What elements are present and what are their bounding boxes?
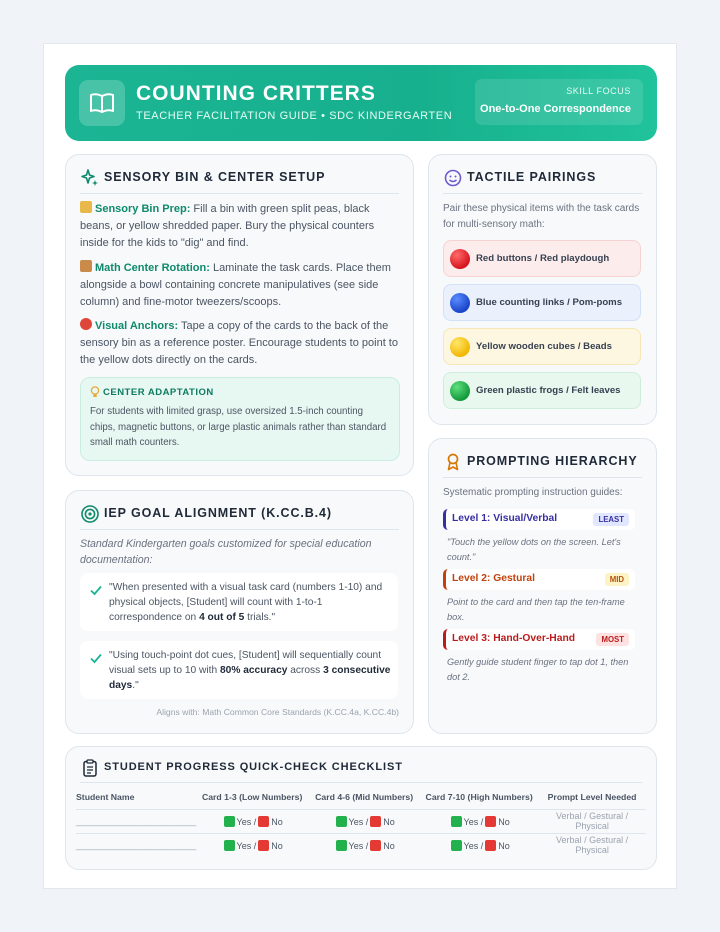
- adaptation-text: For students with limited grasp, use oversized 1.5-inch counting chips, magnetic buttons, or large plastic animals rather than standard small math counters.: [90, 406, 387, 448]
- green-dot-icon: [450, 381, 470, 401]
- table-header-row: [76, 785, 646, 809]
- level-description: "Touch the yellow dots on the screen. Let's count.": [447, 537, 621, 562]
- pairing-item-red: [443, 240, 641, 277]
- divider: [80, 529, 399, 530]
- red-dot-icon: [450, 249, 470, 269]
- column-header: Card 7-10 (High Numbers): [420, 785, 538, 809]
- divider: [80, 782, 642, 783]
- setup-card: [65, 154, 414, 476]
- iep-goal-1: [80, 573, 398, 631]
- no-box-icon: [258, 816, 269, 827]
- yes-box-icon: [224, 816, 235, 827]
- yellow-dot-icon: [450, 337, 470, 357]
- level-badge: LEAST: [593, 513, 629, 526]
- column-header: Student Name: [76, 785, 196, 809]
- no-box-icon: [370, 840, 381, 851]
- yes-no-cell[interactable]: Yes / No: [196, 833, 308, 857]
- pairings-subtitle: Pair these physical items with the task cards for multi-sensory math:: [443, 203, 640, 230]
- prompt-level-1: [443, 509, 635, 530]
- level-label: Level 2: Gestural: [452, 573, 535, 584]
- column-header: Card 4-6 (Mid Numbers): [308, 785, 420, 809]
- yes-no-cell[interactable]: Yes / No: [420, 833, 538, 857]
- checklist-title: STUDENT PROGRESS QUICK-CHECK CHECKLIST: [104, 761, 403, 773]
- target-icon: [80, 318, 92, 330]
- no-box-icon: [485, 816, 496, 827]
- yes-box-icon: [336, 840, 347, 851]
- yes-no-cell[interactable]: Yes / No: [196, 809, 308, 833]
- divider: [443, 193, 642, 194]
- iep-intro: Standard Kindergarten goals customized for special education documentation:: [80, 538, 372, 566]
- no-box-icon: [370, 816, 381, 827]
- pairings-card: [428, 154, 657, 425]
- yes-box-icon: [451, 816, 462, 827]
- setup-title: SENSORY BIN & CENTER SETUP: [104, 170, 326, 184]
- pairings-title: TACTILE PAIRINGS: [467, 170, 597, 184]
- target-icon: [80, 504, 100, 524]
- ribbon-award-icon: [443, 452, 463, 472]
- divider: [80, 193, 399, 194]
- column-header: Card 1-3 (Low Numbers): [196, 785, 308, 809]
- pairing-item-blue: [443, 284, 641, 321]
- lightbulb-icon: [90, 386, 100, 398]
- skill-focus-label: SKILL FOCUS: [566, 86, 631, 96]
- center-adaptation-box: [80, 377, 400, 461]
- goal-text: "Using touch-point dot cues, [Student] will sequentially count visual sets up to 10 with 80% accuracy across 3 consecutive days.": [109, 650, 391, 691]
- setup-item: Math Center Rotation: Laminate the task cards. Place them alongside a bowl containing concrete manipulatives (see side column) and fine-motor tweezers/scoops.: [80, 262, 391, 308]
- sparkles-icon: [80, 168, 100, 188]
- page-subtitle: TEACHER FACILITATION GUIDE • SDC KINDERGARTEN: [136, 110, 453, 122]
- skill-focus-value: One-to-One Correspondence: [480, 103, 631, 115]
- iep-goal-card: [65, 490, 414, 734]
- prompt-level-cell[interactable]: Verbal / Gestural / Physical: [538, 809, 646, 833]
- level-description: Gently guide student finger to tap dot 1, then dot 2.: [447, 657, 629, 682]
- setup-item: Visual Anchors: Tape a copy of the cards to the back of the sensory bin as a reference poster. Encourage students to point to the yellow dots directly on the cards.: [80, 320, 398, 366]
- pairing-label: Red buttons / Red playdough: [476, 253, 610, 264]
- adaptation-title: CENTER ADAPTATION: [103, 387, 214, 398]
- yes-no-cell[interactable]: Yes / No: [308, 833, 420, 857]
- table-row: [76, 833, 646, 857]
- pairing-label: Blue counting links / Pom-poms: [476, 297, 623, 308]
- school-icon: [80, 260, 92, 272]
- page-title: COUNTING CRITTERS: [136, 82, 376, 105]
- smiley-icon: [443, 168, 463, 188]
- checklist-table: [76, 785, 646, 857]
- table-row: [76, 809, 646, 833]
- level-label: Level 3: Hand-Over-Hand: [452, 633, 576, 644]
- prompting-subtitle: Systematic prompting instruction guides:: [443, 487, 623, 498]
- student-name-blank[interactable]: ________________________: [76, 840, 197, 851]
- level-badge: MID: [605, 573, 629, 586]
- pairing-label: Yellow wooden cubes / Beads: [476, 341, 612, 352]
- header-banner: [65, 65, 657, 141]
- column-header: Prompt Level Needed: [538, 785, 646, 809]
- guide-page: [43, 43, 677, 889]
- pairing-label: Green plastic frogs / Felt leaves: [476, 385, 621, 396]
- no-box-icon: [258, 840, 269, 851]
- yes-box-icon: [336, 816, 347, 827]
- check-icon: [89, 583, 103, 597]
- book-icon: [79, 80, 125, 126]
- pairing-item-green: [443, 372, 641, 409]
- clipboard-icon: [80, 758, 100, 778]
- student-name-blank[interactable]: ________________________: [76, 809, 196, 833]
- level-description: Point to the card and then tap the ten-frame box.: [447, 597, 625, 622]
- prompting-card: [428, 438, 657, 734]
- yes-no-cell[interactable]: Yes / No: [420, 809, 538, 833]
- yes-no-cell[interactable]: Yes / No: [308, 809, 420, 833]
- level-label: Level 1: Visual/Verbal: [452, 513, 558, 524]
- setup-item: Sensory Bin Prep: Fill a bin with green split peas, black beans, or yellow shredded paper. Bury the physical counters inside for the kids to "dig" and find.: [80, 203, 375, 249]
- divider: [443, 477, 642, 478]
- prompt-level-3: [443, 629, 635, 650]
- check-icon: [89, 651, 103, 665]
- blue-dot-icon: [450, 293, 470, 313]
- prompt-level-cell[interactable]: Verbal / Gestural / Physical: [556, 835, 629, 856]
- skill-focus-box: [475, 79, 643, 125]
- yes-box-icon: [224, 840, 235, 851]
- level-badge: MOST: [596, 633, 629, 646]
- yes-box-icon: [451, 840, 462, 851]
- pairing-item-yellow: [443, 328, 641, 365]
- bin-icon: [80, 201, 92, 213]
- checklist-card: [65, 746, 657, 870]
- goal-text: "When presented with a visual task card (numbers 1-10) and physical objects, [Student] will count with 1-to-1 correspondence on 4 out of 5 trials.": [109, 582, 383, 623]
- iep-goal-2: [80, 641, 398, 699]
- prompt-level-2: [443, 569, 635, 590]
- iep-title: IEP GOAL ALIGNMENT (K.CC.B.4): [104, 506, 332, 520]
- iep-footnote: Aligns with: Math Common Core Standards (K.CC.4a, K.CC.4b): [156, 707, 399, 717]
- prompting-title: PROMPTING HIERARCHY: [467, 454, 638, 468]
- no-box-icon: [485, 840, 496, 851]
